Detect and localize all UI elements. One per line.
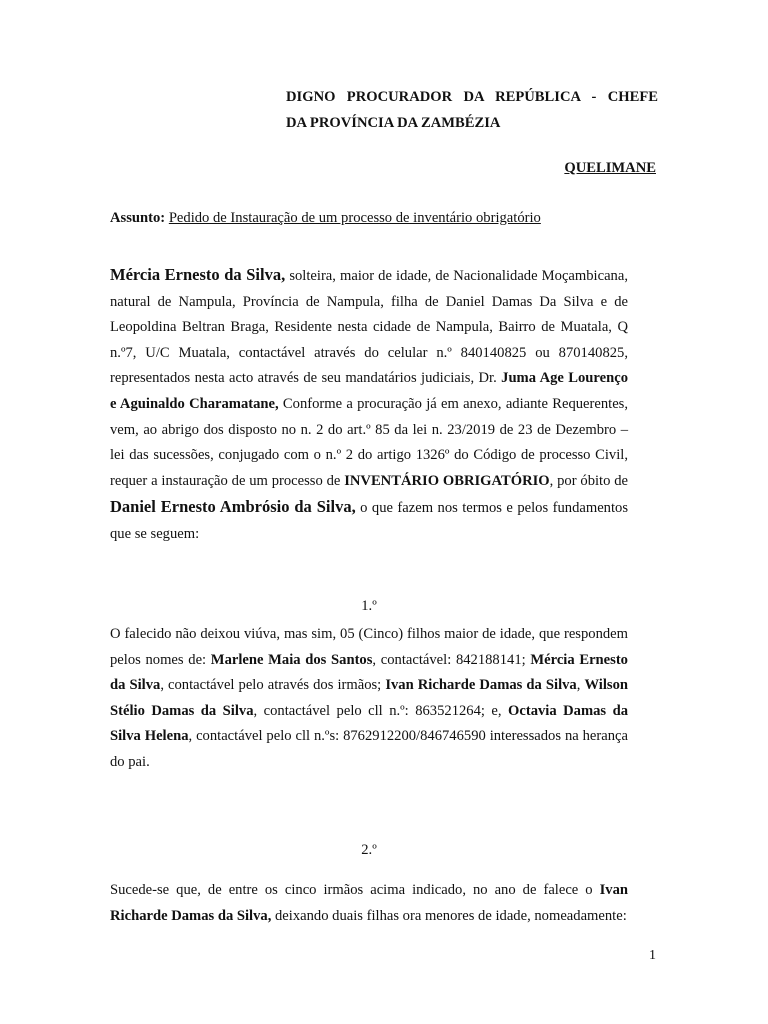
- addressee-line-2: DA PROVÍNCIA DA ZAMBÉZIA: [286, 115, 501, 131]
- deceased-child-name: Ivan Richarde Damas da Silva,: [110, 882, 628, 924]
- applicant-name: Mércia Ernesto da Silva,: [110, 265, 286, 284]
- section-1-text: , contactável pelo cll n.ºs: 8762912200/846746590 interessados na herança do pai.: [110, 728, 628, 770]
- section-1-text: , contactável pelo cll n.º: 863521264; e,: [253, 702, 509, 719]
- subject-text: Pedido de Instauração de um processo de inventário obrigatório: [168, 210, 541, 226]
- deceased-name: Daniel Ernesto Ambrósio da Silva,: [110, 497, 356, 517]
- child-name: Ivan Richarde Damas da Silva: [385, 677, 577, 694]
- section-2-paragraph: [110, 878, 628, 929]
- addressee-block: [286, 84, 658, 136]
- section-1-text: O falecido não deixou viúva, mas sim, 05 (Cinco) filhos maior de idade, que respondem pelos nomes de:: [110, 626, 628, 668]
- child-name: Marlene Maia dos Santos: [210, 651, 373, 668]
- addressee-line-1: DIGNO PROCURADOR DA REPÚBLICA - CHEFE: [286, 89, 658, 105]
- child-name: Mércia Ernesto da Silva: [110, 651, 628, 694]
- page-number: 1: [649, 948, 656, 963]
- process-type: INVENTÁRIO OBRIGATÓRIO: [344, 472, 550, 489]
- subject-line: [110, 210, 541, 227]
- intro-text-3: , por óbito de: [549, 472, 628, 489]
- child-name: Wilson Stélio Damas da Silva: [110, 677, 628, 719]
- intro-text-2: Conforme a procuração já em anexo, adiante Requerentes, vem, ao abrigo dos disposto no n. 2 do art.º 85 da lei n. 23/2019 de 23 de Dezembro – lei das sucessões, conjugado com o n.º 2 do artigo 1326º do Código de processo Civil, requer a instauração de um processo de: [110, 395, 629, 489]
- section-1-paragraph: [110, 622, 628, 776]
- section-1-text: , contactável: 842188141;: [372, 651, 531, 668]
- intro-text-4: o que fazem nos termos e pelos fundamentos que se seguem:: [110, 500, 628, 542]
- city-heading: QUELIMANE: [564, 160, 656, 176]
- subject-label: Assunto:: [110, 210, 166, 226]
- lawyer-names: Juma Age Lourenço e Aguinaldo Charamatane,: [110, 370, 628, 412]
- section-2-text: deixando duais filhas ora menores de idade, nomeadamente:: [271, 907, 627, 924]
- intro-text-1: solteira, maior de idade, de Nacionalidade Moçambicana, natural de Nampula, Província de Nampula, filha de Daniel Damas Da Silva e de Leopoldina Beltran Braga, Residente nesta cidade de Nampula, Bairro de Muatala, Q n.º7, U/C Muatala, contactável através do celular n.º 840140825 ou 870140825, representados nesta acto através de seu mandatários judiciais, Dr.: [110, 268, 628, 387]
- section-1-text: , contactável pelo através dos irmãos;: [160, 677, 386, 694]
- section-2-number: 2.º: [361, 842, 377, 858]
- intro-paragraph: [110, 262, 628, 548]
- section-2-text: Sucede-se que, de entre os cinco irmãos acima indicado, no ano de falece o: [110, 882, 600, 898]
- child-name: Octavia Damas da Silva Helena: [110, 702, 628, 745]
- section-1-text: ,: [576, 677, 585, 694]
- section-1-number: 1.º: [361, 598, 377, 614]
